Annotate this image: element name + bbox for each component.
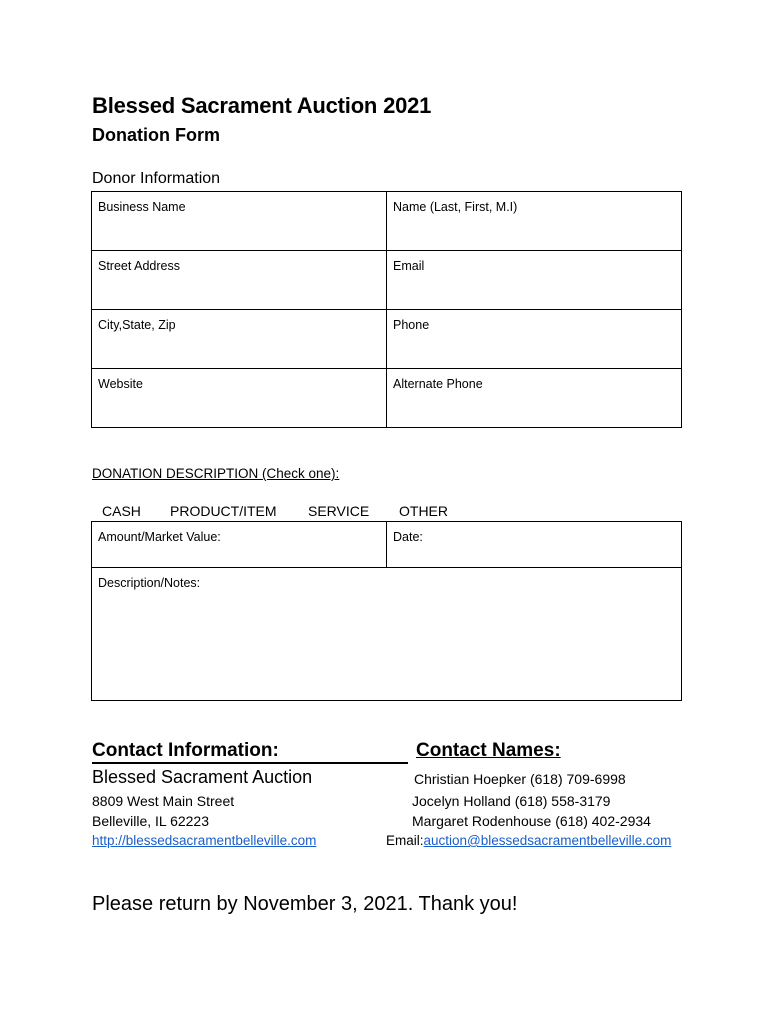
return-note: Please return by November 3, 2021. Thank you! [92, 893, 518, 915]
table-row [92, 251, 682, 310]
phone-field[interactable]: Phone [387, 310, 682, 369]
donation-details-table [91, 521, 682, 701]
table-row [92, 192, 682, 251]
contact-information-heading: Contact Information: [92, 740, 408, 764]
option-cash[interactable]: CASH [102, 503, 141, 519]
form-title: Blessed Sacrament Auction 2021 [92, 93, 432, 118]
option-other[interactable]: OTHER [399, 503, 448, 519]
donor-information-label: Donor Information [92, 170, 221, 187]
date-field[interactable]: Date: [387, 522, 682, 568]
email-link[interactable]: auction@blessedsacramentbelleville.com [423, 833, 672, 848]
organization-name: Blessed Sacrament Auction [92, 767, 313, 787]
email-field[interactable]: Email [387, 251, 682, 310]
contact-names-heading: Contact Names: [416, 740, 561, 761]
contact-name-item: Christian Hoepker (618) 709-6998 [414, 771, 626, 787]
table-row [92, 568, 682, 701]
email-line [386, 833, 671, 848]
form-subtitle: Donation Form [92, 125, 220, 145]
website-field[interactable]: Website [92, 369, 387, 428]
table-row [92, 522, 682, 568]
donor-name-field[interactable]: Name (Last, First, M.I) [387, 192, 682, 251]
option-service[interactable]: SERVICE [308, 503, 370, 519]
donation-description-heading: DONATION DESCRIPTION (Check one): [92, 466, 340, 481]
alternate-phone-field[interactable]: Alternate Phone [387, 369, 682, 428]
option-product-item[interactable]: PRODUCT/ITEM [170, 503, 277, 519]
contact-name-item: Jocelyn Holland (618) 558-3179 [412, 793, 611, 809]
table-row [92, 310, 682, 369]
email-label: Email: [386, 833, 424, 848]
city-state-zip-field[interactable]: City,State, Zip [92, 310, 387, 369]
business-name-field[interactable]: Business Name [92, 192, 387, 251]
street-address: 8809 West Main Street [92, 793, 235, 809]
city-address: Belleville, IL 62223 [92, 813, 210, 829]
contact-name-item: Margaret Rodenhouse (618) 402-2934 [412, 813, 651, 829]
donor-information-table [91, 191, 682, 428]
table-row [92, 369, 682, 428]
description-notes-field[interactable]: Description/Notes: [92, 568, 682, 701]
amount-market-value-field[interactable]: Amount/Market Value: [92, 522, 387, 568]
website-link[interactable]: http://blessedsacramentbelleville.com [92, 833, 317, 848]
street-address-field[interactable]: Street Address [92, 251, 387, 310]
